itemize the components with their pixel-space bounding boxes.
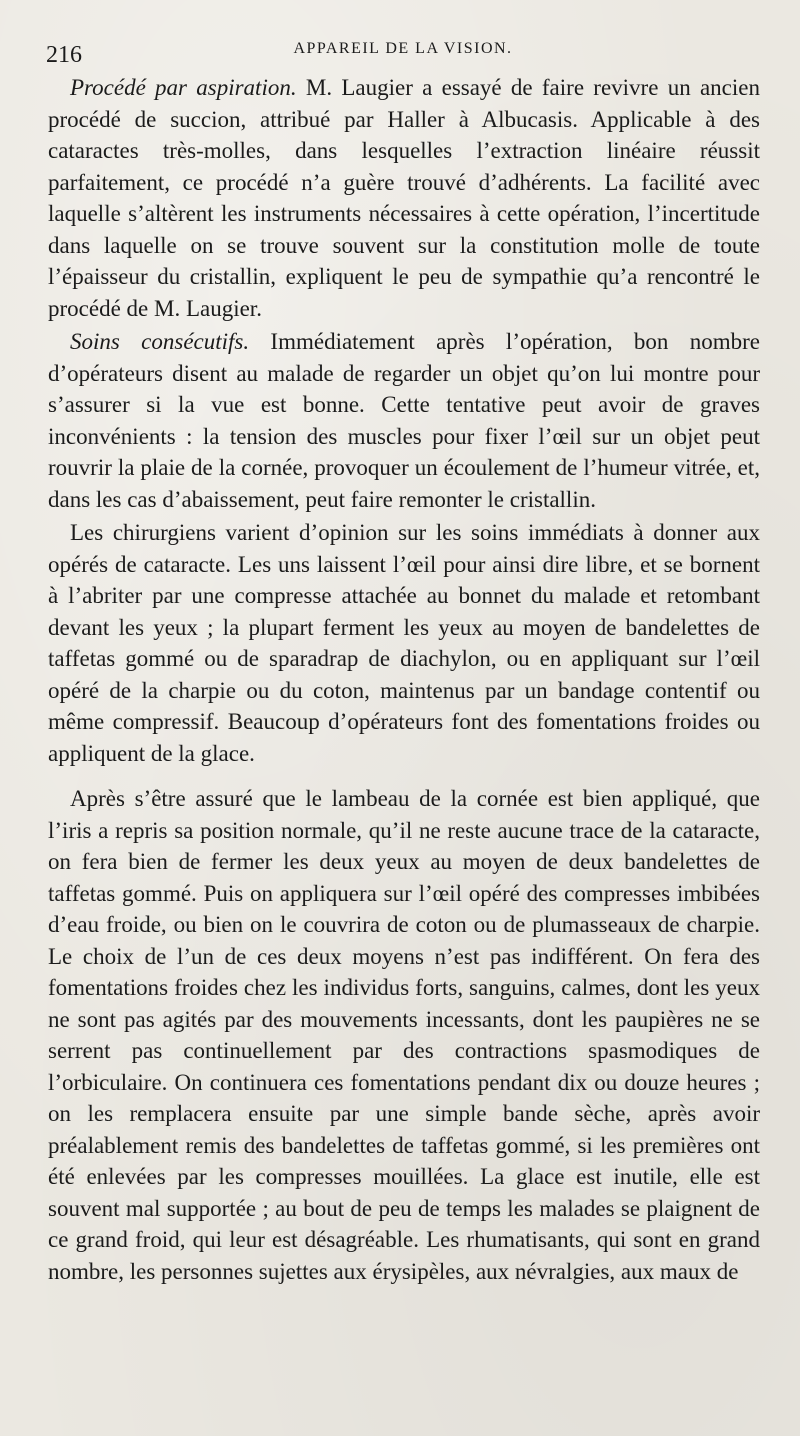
paragraph-apres-operation	[48, 783, 760, 1287]
body-text	[48, 72, 760, 1287]
paragraph-aspiration	[48, 72, 760, 324]
running-head: APPAREIL DE LA VISION.	[293, 40, 513, 57]
paragraph-text: Après s’être assuré que le lambeau de la cornée est bien appliqué, que l’iris a repris sa position normale, qu’il ne reste aucune trace de la cataracte, on fera bien de fermer les deux yeux au moyen de deux bandelettes de taffetas gommé. Puis on appliquera sur l’œil opéré des compresses imbibées d’eau froide, ou bien on le couvrira de coton ou de plumasseaux de charpie. Le choix de l’un de ces deux moyens n’est pas indifférent. On fera des fomentations froides chez les individus forts, sanguins, calmes, dont les yeux ne sont pas agités par des mouvements incessants, dont les paupières ne se serrent pas continuellement par des contractions spasmodiques de l’orbiculaire. On continuera ces fomentations pendant dix ou douze heures ; on les remplacera ensuite par une simple bande sèche, après avoir préalablement remis des bandelettes de taffetas gommé, si les premières ont été enlevées par les compresses mouillées. La glace est inutile, elle est souvent mal supportée ; au bout de peu de temps les malades se plaignent de ce grand froid, qui leur est désagréable. Les rhumatisants, qui sont en grand nombre, les personnes sujettes aux érysipèles, aux névralgies, aux maux de	[48, 786, 760, 1284]
paragraph-lead: Soins consécutifs.	[70, 329, 250, 354]
paragraph-text: Les chirurgiens varient d’opinion sur les soins immédiats à donner aux opérés de cataracte. Les uns laissent l’œil pour ainsi dire libre, et se bornent à l’abriter par une compresse attachée au bonnet du malade et retombant devant les yeux ; la plupart ferment les yeux au moyen de bandelettes de taffetas gommé ou de sparadrap de diachylon, ou en appliquant sur l’œil opéré de la charpie ou du coton, maintenus par un bandage contentif ou même compressif. Beaucoup d’opérateurs font des fomentations froides ou appliquent de la glace.	[48, 520, 760, 766]
paragraph-chirurgiens	[48, 517, 760, 769]
page-number: 216	[46, 42, 82, 68]
paragraph-soins-consecutifs	[48, 326, 760, 515]
page-header	[46, 36, 760, 66]
paragraph-lead: Procédé par aspiration.	[70, 75, 297, 100]
paragraph-text: M. Laugier a essayé de faire revivre un ancien procédé de succion, attribué par Haller à Albucasis. Applicable à des cataractes très-molles, dans lesquelles l’extraction linéaire réussit parfaitement, ce procédé n’a guère trouvé d’adhérents. La facilité avec laquelle s’altèrent les instruments nécessaires à cette opération, l’incertitude dans laquelle on se trouve souvent sur la constitution molle de toute l’épaisseur du cristallin, expliquent le peu de sympathie qu’a rencontré le procédé de M. Laugier.	[48, 75, 760, 321]
paragraph-text: Immédiatement après l’opération, bon nombre d’opérateurs disent au malade de regarder un objet qu’on lui montre pour s’assurer si la vue est bonne. Cette tentative peut avoir de graves inconvénients : la tension des muscles pour fixer l’œil sur un objet peut rouvrir la plaie de la cornée, provoquer un écoulement de l’humeur vitrée, et, dans les cas d’abaissement, peut faire remonter le cristallin.	[48, 329, 760, 512]
